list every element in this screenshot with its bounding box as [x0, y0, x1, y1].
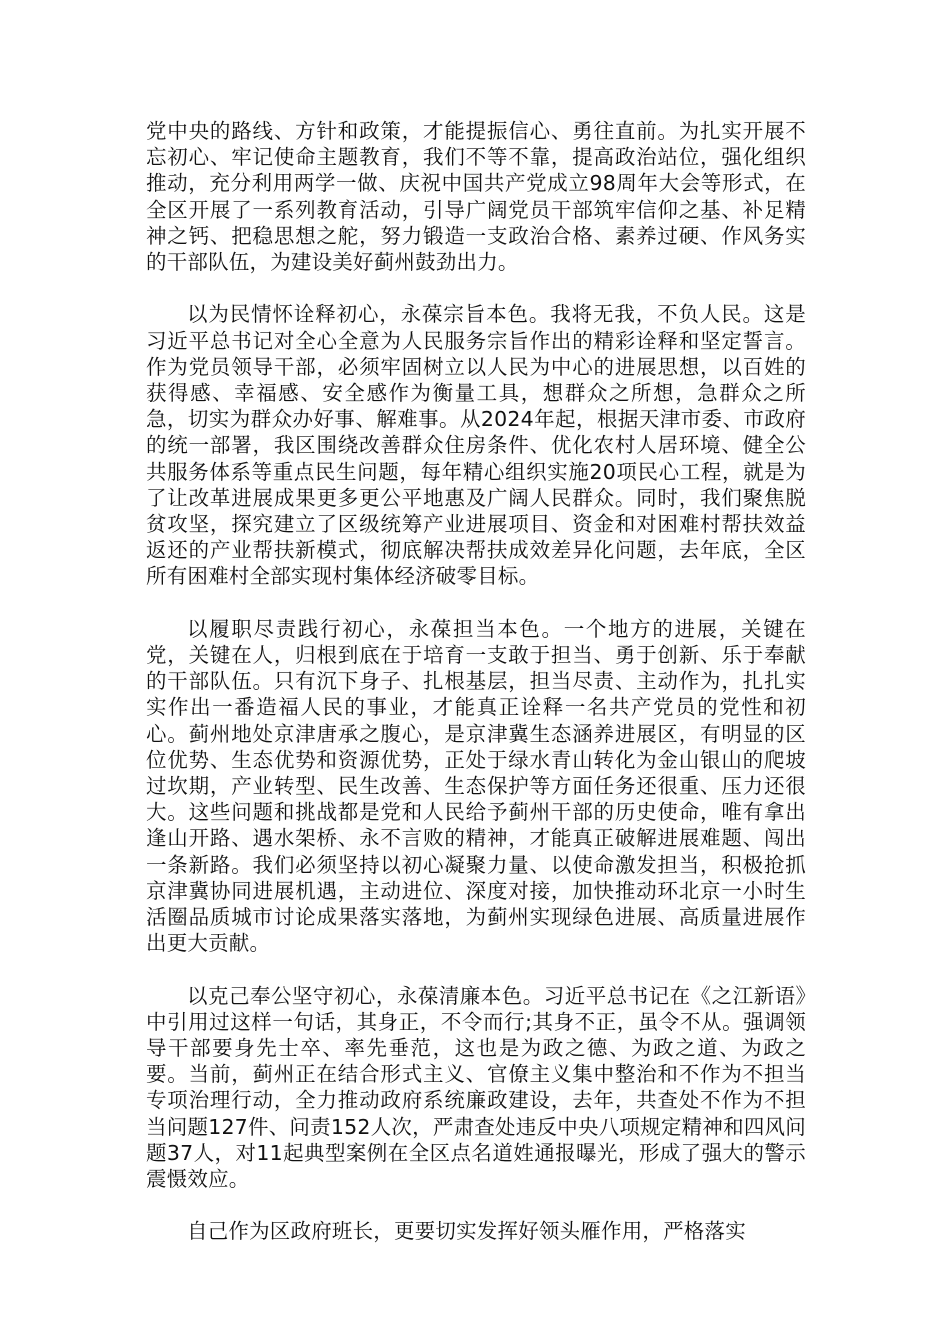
- paragraph-4: 以克己奉公坚守初心，永葆清廉本色。习近平总书记在《之江新语》中引用过这样一句话，其身正，不令而行;其身不正，虽令不从。强调领导干部要身先士卒、率先垂范，这也是为政之德、为政之道、为政之要。当前，蓟州正在结合形式主义、官僚主义集中整治和不作为不担当专项治理行动，全力推动政府系统廉政建设，去年，共查处不作为不担当问题127件、问责152人次，严肃查处违反中央八项规定精神和四风问题37人，对11起典型案例在全区点名道姓通报曝光，形成了强大的警示震慑效应。: [146, 983, 806, 1192]
- paragraph-3: 以履职尽责践行初心，永葆担当本色。一个地方的进展，关键在党，关键在人，归根到底在于培育一支敢于担当、勇于创新、乐于奉献的干部队伍。只有沉下身子、扎根基层，担当尽责、主动作为，扎扎实实作出一番造福人民的事业，才能真正诠释一名共产党员的党性和初心。蓟州地处京津唐承之腹心，是京津冀生态涵养进展区，有明显的区位优势、生态优势和资源优势，正处于绿水青山转化为金山银山的爬坡过坎期，产业转型、民生改善、生态保护等方面任务还很重、压力还很大。这些问题和挑战都是党和人民给予蓟州干部的历史使命，唯有拿出逢山开路、遇水架桥、永不言败的精神，才能真正破解进展难题、闯出一条新路。我们必须坚持以初心凝聚力量、以使命激发担当，积极抢抓京津冀协同进展机遇，主动进位、深度对接，加快推动环北京一小时生活圈品质城市讨论成果落实落地，为蓟州实现绿色进展、高质量进展作出更大贡献。: [146, 616, 806, 956]
- document-page: [146, 118, 806, 1245]
- paragraph-5: 自己作为区政府班长，更要切实发挥好领头雁作用，严格落实: [187, 1219, 746, 1244]
- paragraph-1: 党中央的路线、方针和政策，才能提振信心、勇往直前。为扎实开展不忘初心、牢记使命主题教育，我们不等不靠，提高政治站位，强化组织推动，充分利用两学一做、庆祝中国共产党成立98周年大会等形式，在全区开展了一系列教育活动，引导广阔党员干部筑牢信仰之基、补足精神之钙、把稳思想之舵，努力锻造一支政治合格、素养过硬、作风务实的干部队伍，为建设美好蓟州鼓劲出力。: [146, 119, 806, 275]
- paragraph-2: 以为民情怀诠释初心，永葆宗旨本色。我将无我，不负人民。这是习近平总书记对全心全意为人民服务宗旨作出的精彩诠释和坚定誓言。作为党员领导干部，必须牢固树立以人民为中心的进展思想，以百姓的获得感、幸福感、安全感作为衡量工具，想群众之所想，急群众之所急，切实为群众办好事、解难事。从2024年起，根据天津市委、市政府的统一部署，我区围绕改善群众住房条件、优化农村人居环境、健全公共服务体系等重点民生问题，每年精心组织实施20项民心工程，就是为了让改革进展成果更多更公平地惠及广阔人民群众。同时，我们聚焦脱贫攻坚，探究建立了区级统筹产业进展项目、资金和对困难村帮扶效益返还的产业帮扶新模式，彻底解决帮扶成效差异化问题，去年底，全区所有困难村全部实现村集体经济破零目标。: [146, 302, 806, 589]
